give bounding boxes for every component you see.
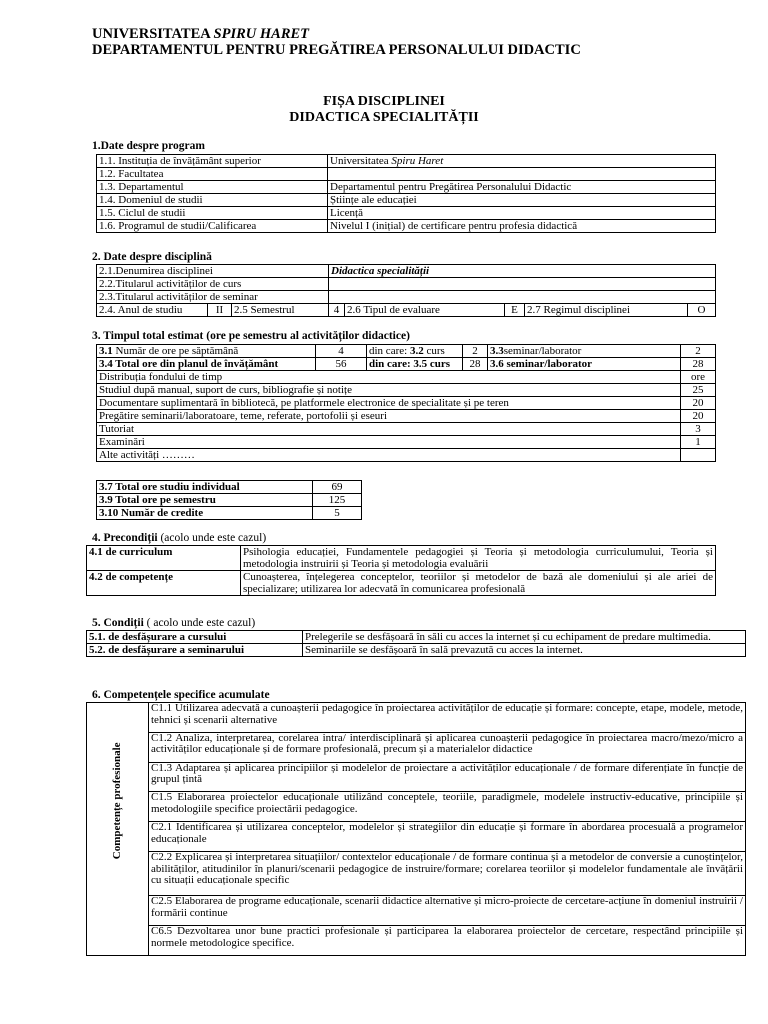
regime-label: 2.7 Regimul disciplinei — [525, 304, 688, 317]
table-row — [97, 358, 716, 371]
competence-item: C2.5 Elaborarea de programe educaționale, scenarii didactice alternative și micro-proiecte de cercetare-acțiune în domeniul instruirii / formării continue — [149, 896, 746, 926]
totals-table — [96, 480, 362, 520]
discipline-table — [96, 264, 716, 317]
plan-hours-value: 56 — [316, 358, 367, 371]
table-row — [97, 494, 362, 507]
section-2-heading: 2. Date despre disciplină — [92, 251, 212, 263]
competence-item: C1.3 Adaptarea și aplicarea principiilor și modelelor de proiectare a activităților educaționale / de formare diferențiate în funcție de grupul țintă — [149, 762, 746, 792]
row-label: 1.5. Ciclul de studii — [97, 207, 328, 220]
seminar-conditions-value: Seminariile se desfășoară în sală prevazută cu acces la internet. — [303, 644, 746, 657]
table-row — [97, 384, 716, 397]
section-3-heading: 3. Timpul total estimat (ore pe semestru al activităților didactice) — [92, 330, 410, 342]
university-name: UNIVERSITATEA SPIRU HARET — [92, 26, 310, 42]
table-row — [87, 732, 746, 762]
table-row — [97, 410, 716, 423]
activity-hours: 20 — [681, 410, 716, 423]
weekly-hours-value: 4 — [316, 345, 367, 358]
activity-label: Studiul după manual, suport de curs, bibliografie și notițe — [97, 384, 681, 397]
activity-label: Alte activități ……… — [97, 449, 681, 462]
plan-course-value: 28 — [463, 358, 488, 371]
row-value: Științe ale educației — [328, 194, 716, 207]
table-row — [97, 371, 716, 384]
weekly-seminar-value: 2 — [681, 345, 716, 358]
total-label: 3.7 Total ore studiu individual — [97, 481, 313, 494]
competence-item: C1.2 Analiza, interpretarea, corelarea intra/ interdisciplinară și aplicarea cunoașterii pedagogice în proiectarea macro/mezo/micro a activităților educaționale și de formare profesională, precum și a materialelor didactice — [149, 732, 746, 762]
table-row — [97, 423, 716, 436]
weekly-course-value: 2 — [463, 345, 488, 358]
plan-hours-label: 3.4 Total ore din planul de învățământ — [97, 358, 316, 371]
table-row — [97, 220, 716, 233]
activity-hours: 1 — [681, 436, 716, 449]
competence-item: C2.1 Identificarea și utilizarea conceptelor, modelelor și strategiilor din educație și formare în abordarea procesuală a programelor educaționale — [149, 822, 746, 852]
distribution-unit: ore — [681, 371, 716, 384]
course-conditions-value: Prelegerile se desfășoară în săli cu acces la internet și cu echipament de predare multimedia. — [303, 631, 746, 644]
activity-hours: 25 — [681, 384, 716, 397]
table-row — [97, 397, 716, 410]
distribution-label: Distribuția fondului de timp — [97, 371, 681, 384]
weekly-seminar-label: 3.3seminar/laborator — [488, 345, 681, 358]
discipline-title: DIDACTICA SPECIALITĂȚII — [289, 110, 479, 125]
competences-table — [86, 702, 746, 956]
activity-hours: 20 — [681, 397, 716, 410]
discipline-name-label: 2.1.Denumirea disciplinei — [97, 265, 329, 278]
table-row — [97, 265, 716, 278]
seminar-holder-label: 2.3.Titularul activităților de seminar — [97, 291, 329, 304]
row-value: Nivelul I (inițial) de certificare pentru profesia didactică — [328, 220, 716, 233]
row-value — [328, 168, 716, 181]
table-row — [97, 181, 716, 194]
weekly-course-label: din care: 3.2 curs — [367, 345, 463, 358]
table-row — [87, 852, 746, 896]
row-label: 1.6. Programul de studii/Calificarea — [97, 220, 328, 233]
course-holder-label: 2.2.Titularul activităților de curs — [97, 278, 329, 291]
table-row — [87, 703, 746, 733]
table-row — [97, 291, 716, 304]
table-row — [87, 546, 716, 571]
total-label: 3.9 Total ore pe semestru — [97, 494, 313, 507]
activity-hours — [681, 449, 716, 462]
seminar-conditions-label: 5.2. de desfășurare a seminarului — [87, 644, 303, 657]
row-label: 1.3. Departamentul — [97, 181, 328, 194]
activity-label: Tutoriat — [97, 423, 681, 436]
year-label: 2.4. Anul de studiu — [97, 304, 208, 317]
table-row — [87, 792, 746, 822]
table-row — [97, 278, 716, 291]
row-value: Licență — [328, 207, 716, 220]
competence-item: C2.2 Explicarea și interpretarea situațiilor/ contextelor educaționale / de formare continua și a metodelor de conversie a cunoștințelor, abilităților, atitudinilor în planuri/scenarii pedagogice de instruire/formare; corelarea teoriilor și modelelor fundamentale ale învățării cu situații educaționale specific — [149, 852, 746, 896]
total-value: 125 — [313, 494, 362, 507]
course-conditions-label: 5.1. de desfășurare a cursului — [87, 631, 303, 644]
row-label: 1.2. Facultatea — [97, 168, 328, 181]
row-value: Universitatea Spiru Haret — [328, 155, 716, 168]
course-holder-value — [329, 278, 716, 291]
competence-item: C1.1 Utilizarea adecvată a cunoașterii pedagogice în proiectarea activităților de educație și formare: concepte, etape, modele, metode, tehnici și scenarii alternative — [149, 703, 746, 733]
table-row — [87, 896, 746, 926]
department-name: DEPARTAMENTUL PENTRU PREGĂTIREA PERSONALULUI DIDACTIC — [92, 42, 581, 58]
time-table — [96, 344, 716, 462]
table-row — [97, 507, 362, 520]
table-row — [87, 926, 746, 956]
conditions-table — [86, 630, 746, 657]
competence-item: C1.5 Elaborarea proiectelor educaționale utilizând conceptele, teoriile, paradigmele, modelele instructiv-educative, principiile și metodologiile specifice proiectării pedagogice. — [149, 792, 746, 822]
table-row — [87, 822, 746, 852]
section-6-heading: 6. Competențele specifice acumulate — [92, 689, 270, 701]
table-row — [87, 644, 746, 657]
document-title: FIȘA DISCIPLINEI — [323, 94, 445, 109]
table-row — [97, 194, 716, 207]
section-5-heading: 5. Condiții ( acolo unde este cazul) — [92, 617, 256, 629]
total-value: 69 — [313, 481, 362, 494]
table-row — [97, 155, 716, 168]
table-row — [87, 631, 746, 644]
table-row — [87, 762, 746, 792]
regime-value: O — [688, 304, 716, 317]
program-table — [96, 154, 716, 233]
activity-label: Examinări — [97, 436, 681, 449]
table-row — [97, 345, 716, 358]
total-label: 3.10 Număr de credite — [97, 507, 313, 520]
professional-competences-side-label: Competențe profesionale — [87, 703, 149, 956]
preconditions-table — [86, 545, 716, 596]
competence-item: C6.5 Dezvoltarea unor bune practici profesionale și participarea la elaborarea proiectelor de cercetare, respectând principiile și normele metodologice specifice. — [149, 926, 746, 956]
weekly-hours-label: 3.1 Număr de ore pe săptămână — [97, 345, 316, 358]
row-label: 1.4. Domeniul de studii — [97, 194, 328, 207]
activity-label: Pregătire seminarii/laboratoare, teme, referate, portofolii și eseuri — [97, 410, 681, 423]
table-row — [97, 481, 362, 494]
section-1-heading: 1.Date despre program — [92, 140, 205, 152]
plan-seminar-label: 3.6 seminar/laborator — [488, 358, 681, 371]
competence-label: 4.2 de competențe — [87, 571, 241, 596]
table-row — [97, 168, 716, 181]
semester-value: 4 — [329, 304, 345, 317]
table-row — [97, 304, 716, 317]
total-value: 5 — [313, 507, 362, 520]
section-4-heading: 4. Precondiții (acolo unde este cazul) — [92, 532, 267, 544]
curriculum-label: 4.1 de curriculum — [87, 546, 241, 571]
discipline-name-value: Didactica specialității — [329, 265, 716, 278]
plan-seminar-value: 28 — [681, 358, 716, 371]
table-row — [97, 449, 716, 462]
year-value: II — [208, 304, 232, 317]
curriculum-value: Psihologia educației, Fundamentele pedagogiei și Teoria și metodologia curriculumului, Teoria și metodologia instruirii și Teoria și metodologia evaluării — [241, 546, 716, 571]
activity-label: Documentare suplimentară în bibliotecă, pe platformele electronice de specialitate și pe teren — [97, 397, 681, 410]
plan-course-label: din care: 3.5 curs — [367, 358, 463, 371]
semester-label: 2.5 Semestrul — [232, 304, 329, 317]
table-row — [87, 571, 716, 596]
evaluation-value: E — [505, 304, 525, 317]
row-label: 1.1. Instituția de învățământ superior — [97, 155, 328, 168]
table-row — [97, 207, 716, 220]
row-value: Departamentul pentru Pregătirea Personalului Didactic — [328, 181, 716, 194]
activity-hours: 3 — [681, 423, 716, 436]
competence-value: Cunoașterea, înțelegerea conceptelor, teoriilor și metodelor de bază ale domeniului și ale ariei de specializare; utilizarea lor adecvată în comunicarea profesională — [241, 571, 716, 596]
evaluation-label: 2.6 Tipul de evaluare — [345, 304, 505, 317]
table-row — [97, 436, 716, 449]
seminar-holder-value — [329, 291, 716, 304]
